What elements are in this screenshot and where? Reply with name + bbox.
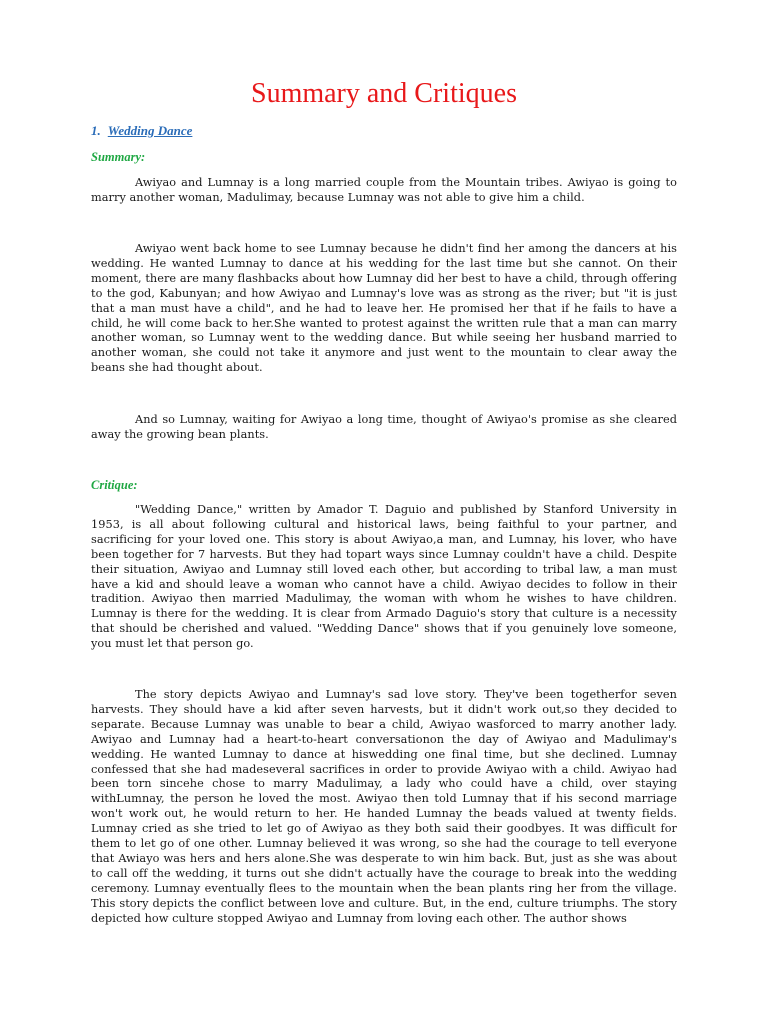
summary-paragraph-2: Awiyao went back home to see Lumnay because he didn't find her among the dancers at his wedding. He wanted Lumnay to dance at his wedding for the last time but she cannot. On their moment, there are many flashbacks about how Lumnay did her best to have a child, through offering to the god, Kabunyan; and how Awiyao and Lumnay's love was as strong as the river; but "it is just that a man must have a child", and he had to leave her. He promised her that if he fails to have a child, he will come back to her.She wanted to protest against the written rule that a man can marry another woman, so Lumnay went to the wedding dance. But while seeing her husband married to another woman, she could not take it anymore and just went to the mountain to clear away the beans she had thought about. [91, 242, 677, 375]
section-heading [91, 123, 192, 139]
section-number: 1. [91, 123, 101, 138]
critique-paragraph-1: "Wedding Dance," written by Amador T. Daguio and published by Stanford University in 1953, is all about following cultural and historical laws, being faithful to your partner, and sacrificing for your loved one. This story is about Awiyao,a man, and Lumnay, his lover, who have been together for 7 harvests. But they had topart ways since Lumnay couldn't have a child. Despite their situation, Awiyao and Lumnay still loved each other, but according to tribal law, a man must have a kid and should leave a woman who cannot have a child. Awiyao decides to follow in their tradition. Awiyao then married Madulimay, the woman with whom he wishes to have children. Lumnay is there for the wedding. It is clear from Armado Daguio's story that culture is a necessity that should be cherished and valued. "Wedding Dance" shows that if you genuinely love someone, you must let that person go. [91, 503, 677, 651]
summary-paragraph-1: Awiyao and Lumnay is a long married couple from the Mountain tribes. Awiyao is going to marry another woman, Madulimay, because Lumnay was not able to give him a child. [91, 176, 677, 204]
summary-paragraph-3: And so Lumnay, waiting for Awiyao a long time, thought of Awiyao's promise as she cleared away the growing bean plants. [91, 413, 677, 441]
section-title-link[interactable]: Wedding Dance [107, 123, 193, 138]
critique-label: Critique: [91, 478, 138, 492]
summary-label: Summary: [91, 150, 146, 164]
critique-paragraph-2: The story depicts Awiyao and Lumnay's sad love story. They've been togetherfor seven harvests. They should have a kid after seven harvests, but it didn't work out,so they decided to separate. Because Lumnay was unable to bear a child, Awiyao wasforced to marry another lady. Awiyao and Lumnay had a heart-to-heart conversationon the day of Awiyao and Madulimay's wedding. He wanted Lumnay to dance at hiswedding one final time, but she declined. Lumnay confessed that she had madeseveral sacrifices in order to provide Awiyao with a child. Awiyao had been torn sincehe chose to marry Madulimay, a lady who could have a child, over staying withLumnay, the person he loved the most. Awiyao then told Lumnay that if his second marriage won't work out, he would return to her. He handed Lumnay the beads valued at twenty fields. Lumnay cried as she tried to let go of Awiyao as they both said their goodbyes. It was difficult for them to let go of one other. Lumnay believed it was wrong, so she had the courage to tell everyone that Awiayo was hers and hers alone.She was desperate to win him back. But, just as she was about to call off the wedding, it turns out she didn't actually have the courage to break into the wedding ceremony. Lumnay eventually flees to the mountain when the bean plants ring her from the village. This story depicts the conflict between love and culture. But, in the end, culture triumphs. The story depicted how culture stopped Awiyao and Lumnay from loving each other. The author shows [91, 688, 677, 925]
page-title: Summary and Critiques [251, 78, 517, 109]
